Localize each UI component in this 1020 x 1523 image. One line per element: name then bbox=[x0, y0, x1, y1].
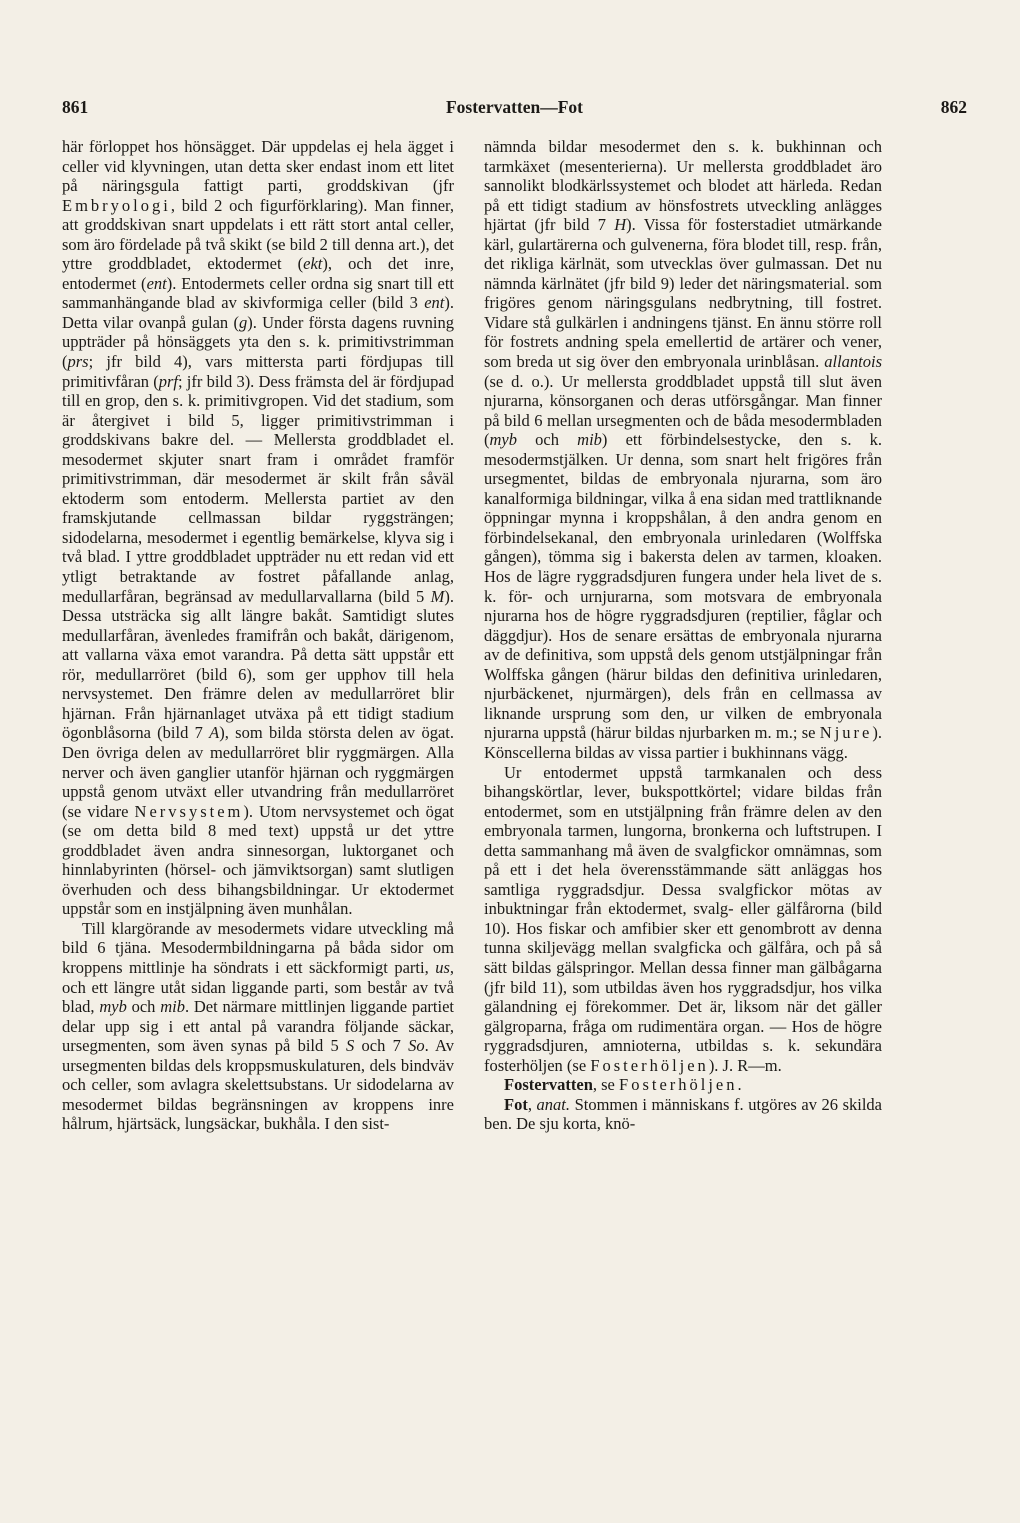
entry-headword: Fot bbox=[504, 1094, 528, 1114]
cross-reference: Embryologi bbox=[62, 195, 171, 215]
right-paragraph-1: nämnda bildar mesodermet den s. k. bukhinnan och tarmkäxet (mesenterierna). Ur mellersta groddbladet äro sannolikt blodkärlssystemet och blodet att härleda. Redan på ett tidigt stadium av hönsfostrets utveckling anlägges hjärtat (jfr bild 7 H). Vissa för fosterstadiet utmärkande kärl, gulartärerna och gulvenerna, föra blodet till, resp. från, det rikliga kärlnät, som utvecklas över gulmassan. Det nu nämnda kärlnätet (jfr bild 9) leder det näringsmaterial. som frigöres genom näringsgulans nedbrytning, till fostret. Vidare stå gulkärlen i andningens tjänst. En ännu större roll för fostrets andning spela emellertid de artärer och vener, som breda ut sig över den embryonala urinblåsan. allantois (se d. o.). Ur mellersta groddbladet uppstå till slut även njurarna, könsorganen och deras utförsgångar. Man finner på bild 6 mellan ursegmenten och de båda mesodermbladen (myb och mib) ett förbindelsestycke, den s. k. mesodermstjälken. Ur denna, som snart helt frigöres från ursegmentet, bildas de embryonala njurarna, som äro kanalformiga bildningar, vilka å ena sidan med trattliknande öppningar mynna i kroppshålan, å den andra genom en förbindelsekanal, den embryonala urinledaren (Wolffska gången), tömma sig i bakersta delen av tarmen, kloaken. Hos de lägre ryggradsdjuren fungera under hela livet de s. k. för- och urnjurarna, som motsvara de embryonala njurarna hos de högre ryggradsdjuren (reptilier, fåglar och däggdjur). Hos de senare ersättas de embryonala njurarna av de definitiva, som uppstå dels genom utstjälpningar från Wolffska gången (härur bildas den definitiva urinledaren, njurbäckenet, njurmärgen), dels från en cellmassa av liknande ursprung som den, ur vilken de embryonala njurarna uppstå (härur bildas njurbarken m. m.; se Njure). Könscellerna bildas av vissa partier i bukhinnans vägg. bbox=[484, 137, 883, 762]
entry-headword: Fostervatten bbox=[504, 1075, 593, 1095]
cross-reference: Fosterhöljen bbox=[619, 1075, 738, 1095]
page-header bbox=[62, 97, 967, 121]
page-number-right: 862 bbox=[940, 97, 967, 117]
right-paragraph-2: Ur entodermet uppstå tarmkanalen och dess bihangskörtlar, lever, bukspottkörtel; vidare bildas från entodermet, som en utstjälpning från främre delen av den embryonala tarmen, lungorna, bronkerna och luftstrupen. I detta sammanhang må även de svalgfickor omnämnas, som på ett i det hela överensstämmande sätt anläggas hos samtliga ryggradsdjur. Dessa svalgfickor mötas av inbuktningar från ektodermet, svalg- eller gälfårorna (bild 10). Hos fiskar och amfibier sker ett genombrott av denna tunna skiljevägg mellan svalgficka och gälfåra, och på så sätt bildas gälspringor. Mellan dessa finner man gälbågarna (jfr bild 11), som utbildas även hos ryggradsdjur, hos vilka gälandning ej förekommer. Det är, liksom när det gäller gälgroparna, fråga om rudimentära organ. — Hos de högre ryggradsdjuren, amnioterna, utbildas s. k. sekundära fosterhöljen (se Fosterhöljen). J. R—m. bbox=[484, 762, 882, 1075]
page-number-left: 861 bbox=[62, 97, 89, 117]
left-column bbox=[62, 137, 454, 1134]
left-paragraph-2: Till klargörande av mesodermets vidare utveckling må bild 6 tjäna. Mesodermbildningarna på båda sidor om kroppens mittlinje ha söndrats i ett säckformigt parti, us, och ett längre utåt sidan liggande parti, som består av två blad, myb och mib. Det närmare mittlinjen liggande partiet delar upp sig i ett antal på varandra följande säckar, ursegmenten, som även synas på bild 5 S och 7 So. Av ursegmenten bildas dels kroppsmuskulaturen, dels bindväv och celler, som avlagra skelettsubstans. Ur sidodelarna av mesodermet bildas begränsningen av kroppens inre hålrum, hjärtsäck, lungsäckar, bukhåla. I den sist- bbox=[62, 918, 454, 1134]
cross-reference: Njure bbox=[819, 723, 873, 743]
running-title: Fostervatten—Fot bbox=[445, 97, 584, 117]
right-column bbox=[484, 137, 882, 1134]
entry-fostervatten: Fostervatten, se Fosterhöljen. bbox=[504, 1075, 742, 1095]
cross-reference: Nervsystem bbox=[134, 801, 244, 821]
entry-fot: Fot, anat. Stommen i människans f. utgöres av 26 skilda ben. De sju korta, knö- bbox=[484, 1094, 882, 1134]
left-paragraph-1: här förloppet hos hönsägget. Där uppdelas ej hela ägget i celler vid klyvningen, utan detta sker endast inom ett litet på näringsgula fattigt parti, groddskivan (jfr Embryologi, bild 2 och figurförklaring). Man finner, att groddskivan snart uppdelats i ett rätt stort antal celler, som äro fördelade på två skikt (se bild 2 till denna art.), det yttre groddbladet, ektodermet (ekt), och det inre, entodermet (ent). Entodermets celler ordna sig snart till ett sammanhängande blad av skivformiga celler (bild 3 ent). Detta vilar ovanpå gulan (g). Under första dagens ruvning uppträder på hönsäggets yta den s. k. primitivstrimman (prs; jfr bild 4), vars mittersta parti fördjupas till primitivfåran (prf; jfr bild 3). Dess främsta del är fördjupad till en grop, den s. k. primitivgropen. Vid det stadium, som är återgivet i bild 5, ligger primitivstrimman i groddskivans bakre del. — Mellersta groddbladet el. mesodermet skjuter snart fram i området framför primitivstrimman, där mesodermet är skilt från såväl ektoderm som entoderm. Mellersta partiet av den framskjutande cellmassan bildar ryggsträngen; sidodelarna, mesodermet i egentlig bemärkelse, klyva sig i två blad. I yttre groddbladet uppträder nu ett redan vid ett ytligt betraktande av fostret påfallande anlag, medullarfåran, begränsad av medullarvallarna (bild 5 M). Dessa utsträcka sig allt längre bakåt. Samtidigt slutes medullarfåran, ävenledes framifrån och bakåt, därigenom, att vallarna växa emot varandra. På detta sätt uppstår ett rör, medullarröret (bild 6), som ger upphov till hela nervsystemet. Den främre delen av medullarröret blir hjärnan. Från hjärnanlaget utväxa på ett tidigt stadium ögonblåsorna (bild 7 A), som bilda största delen av ögat. Den övriga delen av medullarröret blir ryggmärgen. Alla nerver och även ganglier utanför hjärnan och ryggmärgen uppstå genom utväxt eller utvandring från medullarröret (se vidare Nervsystem). Utom nervsystemet och ögat (se om detta bild 8 med text) uppstå ur det yttre groddbladet även andra sinnesorgan, luktorganet och hinnlabyrinten (hörsel- och jämviktsorgan) samt slutligen överhuden och dess bihangsbildningar. Ur ektodermet uppstår som en instjälpning även munhålan. bbox=[62, 137, 455, 919]
cross-reference: Fosterhöljen bbox=[590, 1055, 709, 1075]
